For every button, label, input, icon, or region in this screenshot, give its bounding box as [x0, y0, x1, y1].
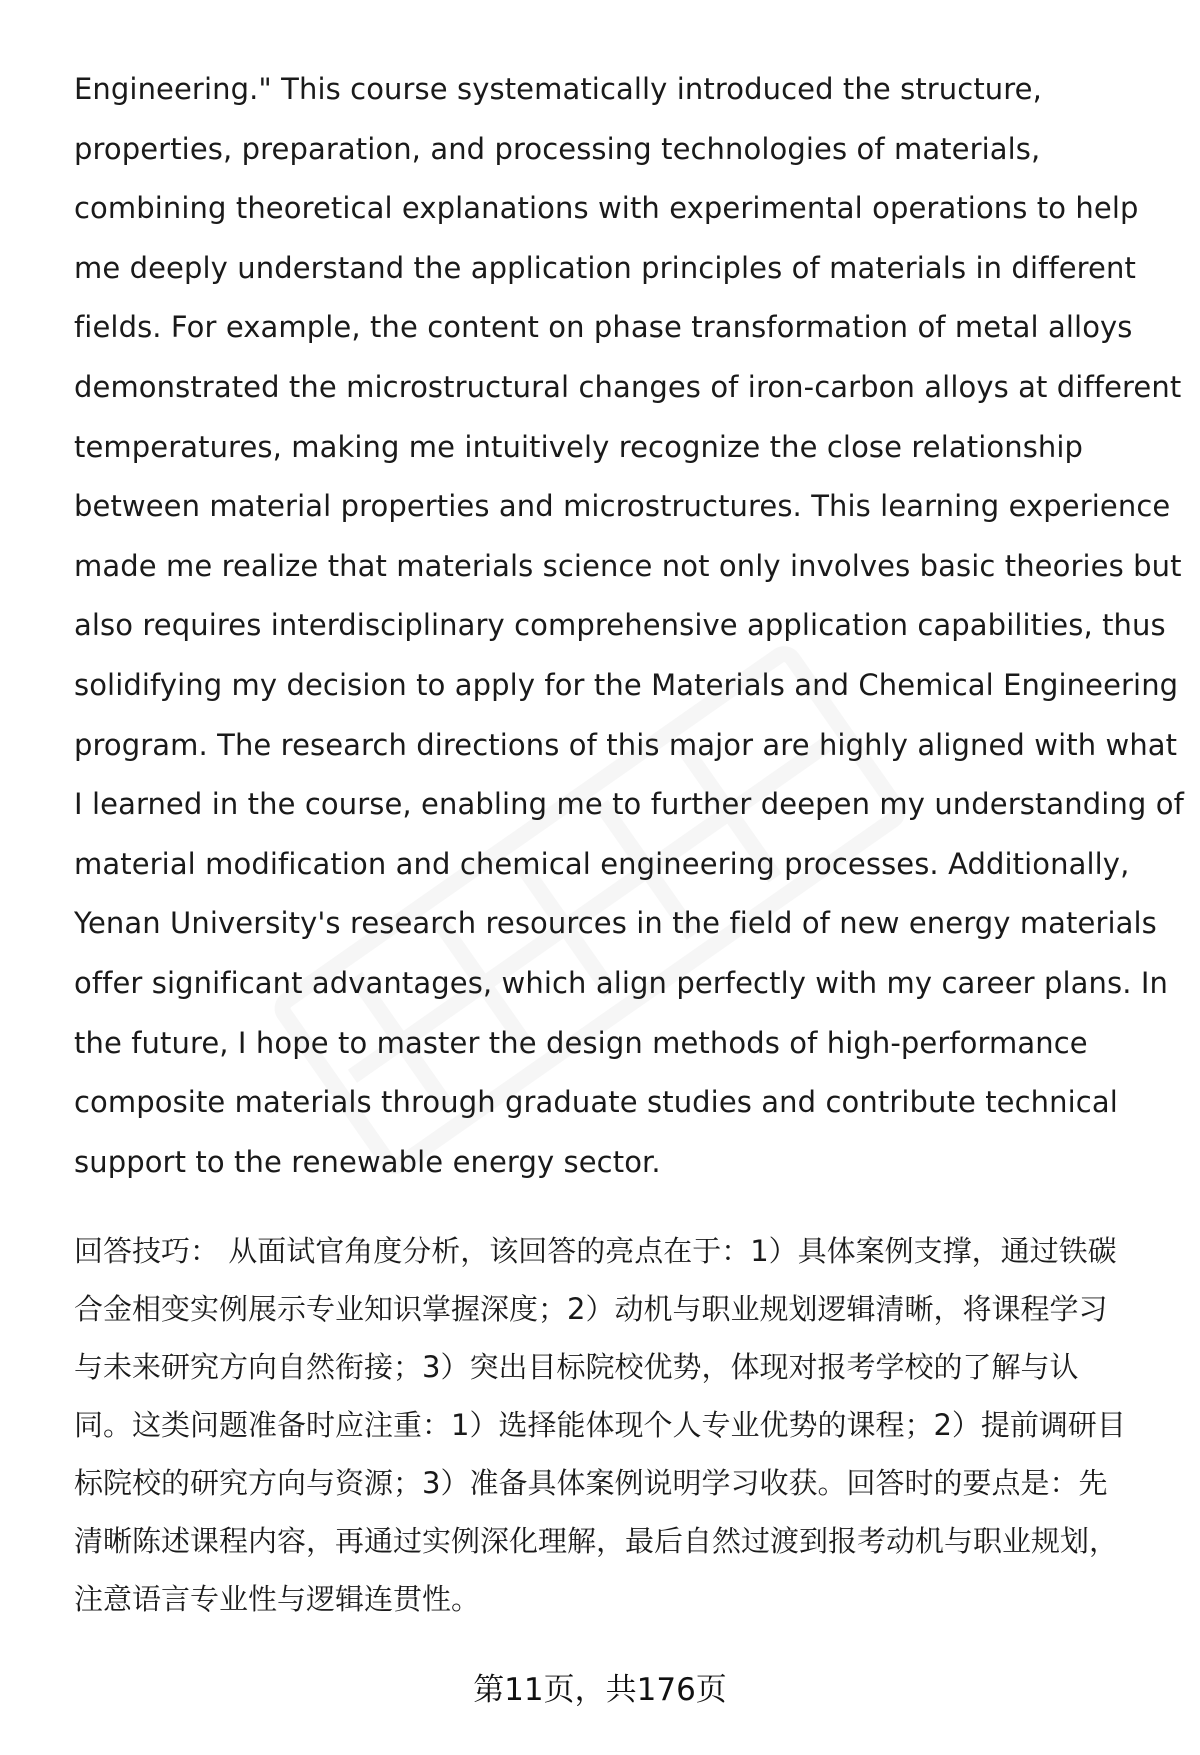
answer-paragraph: [74, 60, 1184, 1192]
tips-line: 同。这类问题准备时应注重：1）选择能体现个人专业优势的课程；2）提前调研目: [74, 1408, 1126, 1442]
tips-line: 合金相变实例展示专业知识掌握深度；2）动机与职业规划逻辑清晰，将课程学习: [74, 1292, 1108, 1326]
tips-line: 回答技巧： 从面试官角度分析，该回答的亮点在于：1）具体案例支撑，通过铁碳: [74, 1234, 1117, 1268]
answer-line: Yenan University's research resources in the field of new energy materials: [74, 906, 1157, 941]
tips-line: 标院校的研究方向与资源；3）准备具体案例说明学习收获。回答时的要点是：先: [74, 1466, 1108, 1500]
answer-line: solidifying my decision to apply for the Materials and Chemical Engineering: [74, 667, 1179, 702]
tips-line: 注意语言专业性与逻辑连贯性。: [74, 1582, 481, 1616]
answer-line: the future, I hope to master the design methods of high-performance: [74, 1025, 1088, 1060]
answer-tips-paragraph: [74, 1222, 1154, 1628]
answer-line: I learned in the course, enabling me to further deepen my understanding of: [74, 787, 1184, 822]
answer-line: demonstrated the microstructural changes of iron-carbon alloys at different: [74, 369, 1182, 404]
tips-line: 与未来研究方向自然衔接；3）突出目标院校优势，体现对报考学校的了解与认: [74, 1350, 1079, 1384]
answer-line: also requires interdisciplinary comprehensive application capabilities, thus: [74, 608, 1166, 643]
tips-line: 清晰陈述课程内容，再通过实例深化理解，最后自然过渡到报考动机与职业规划，: [74, 1524, 1119, 1558]
answer-line: support to the renewable energy sector.: [74, 1144, 661, 1179]
answer-line: properties, preparation, and processing technologies of materials,: [74, 131, 1041, 166]
answer-line: program. The research directions of this major are highly aligned with what: [74, 727, 1178, 762]
answer-line: made me realize that materials science not only involves basic theories but: [74, 548, 1182, 583]
answer-line: offer significant advantages, which align perfectly with my career plans. In: [74, 965, 1168, 1000]
answer-line: combining theoretical explanations with experimental operations to help: [74, 191, 1139, 226]
answer-line: between material properties and microstructures. This learning experience: [74, 489, 1171, 524]
answer-line: material modification and chemical engineering processes. Additionally,: [74, 846, 1130, 881]
answer-line: me deeply understand the application principles of materials in different: [74, 250, 1136, 285]
answer-line: temperatures, making me intuitively recognize the close relationship: [74, 429, 1084, 464]
page-number: 第11页，共176页: [473, 1672, 727, 1708]
answer-line: composite materials through graduate studies and contribute technical: [74, 1085, 1118, 1120]
answer-line: fields. For example, the content on phase transformation of metal alloys: [74, 310, 1133, 345]
answer-line: Engineering." This course systematically introduced the structure,: [74, 72, 1042, 106]
